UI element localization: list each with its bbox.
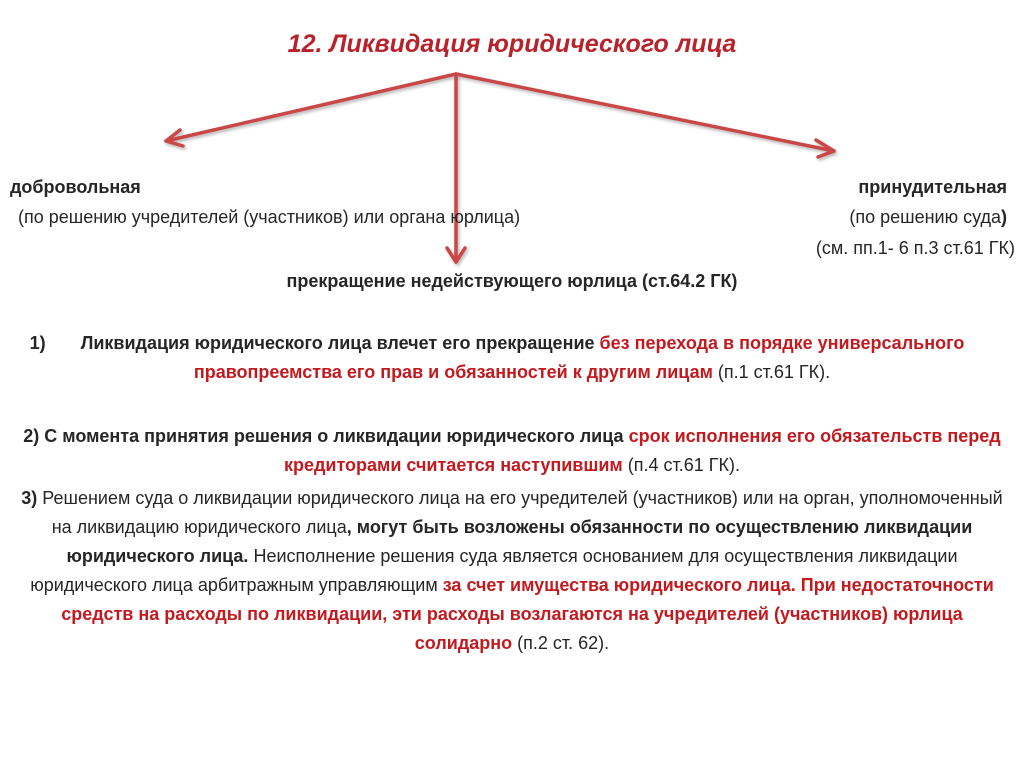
point-2-bold-text: 2) С момента принятия решения о ликвидации юридического лица — [23, 426, 624, 446]
point-1-bold-text: Ликвидация юридического лица влечет его прекращение — [80, 333, 595, 353]
point-3-reference: (п.2 ст. 62). — [512, 633, 610, 653]
point-3-number: 3) — [21, 488, 38, 508]
compulsory-description-bracket: ) — [1001, 207, 1007, 227]
diagram-title: 12. Ликвидация юридического лица — [287, 30, 737, 58]
point-3-bold-text: , могут быть возложены обязанности по осуществлению ликвидации юридического лица. — [66, 517, 973, 566]
point-3-text-1: Решением суда о ликвидации юридического лица на его учредителей (участников) или на орган, уполномоченный на ликвидацию юридического лица — [37, 488, 1003, 537]
point-2 — [12, 422, 1012, 480]
point-2-red-text: срок исполнения его обязательств перед кредиторами считается наступившим — [283, 426, 1001, 475]
inactive-entity-label: прекращение недействующего юрлица (ст.64.2 ГК) — [286, 271, 738, 291]
voluntary-label: добровольная — [10, 177, 141, 197]
point-1-number: 1) — [29, 333, 46, 353]
arrow-right — [456, 74, 834, 157]
voluntary-description: (по решению учредителей (участников) или органа юрлица) — [18, 207, 521, 227]
point-1 — [12, 329, 1012, 387]
compulsory-label: принудительная — [858, 177, 1007, 197]
arrow-down — [447, 74, 465, 262]
point-3-text-2: Неисполнение решения суда является основанием для осуществления ликвидации юридического лица арбитражным управляющим — [30, 546, 958, 595]
compulsory-description-text: (по решению суда — [849, 207, 1001, 227]
arrow-left — [166, 74, 456, 146]
point-2-reference: (п.4 ст.61 ГК). — [622, 455, 741, 475]
compulsory-description — [849, 207, 1007, 228]
point-3 — [12, 484, 1012, 658]
point-3-red-text: за счет имущества юридического лица. При недостаточности средств на расходы по ликвидации, эти расходы возлагаются на учредителей (участников) юрлица солидарно — [61, 575, 994, 653]
point-1-red-text: без перехода в порядке универсального правопреемства его прав и обязанностей к другим лицам — [193, 333, 965, 382]
compulsory-reference: (см. пп.1- 6 п.3 ст.61 ГК) — [815, 238, 1015, 258]
point-1-reference: (п.1 ст.61 ГК). — [712, 362, 831, 382]
